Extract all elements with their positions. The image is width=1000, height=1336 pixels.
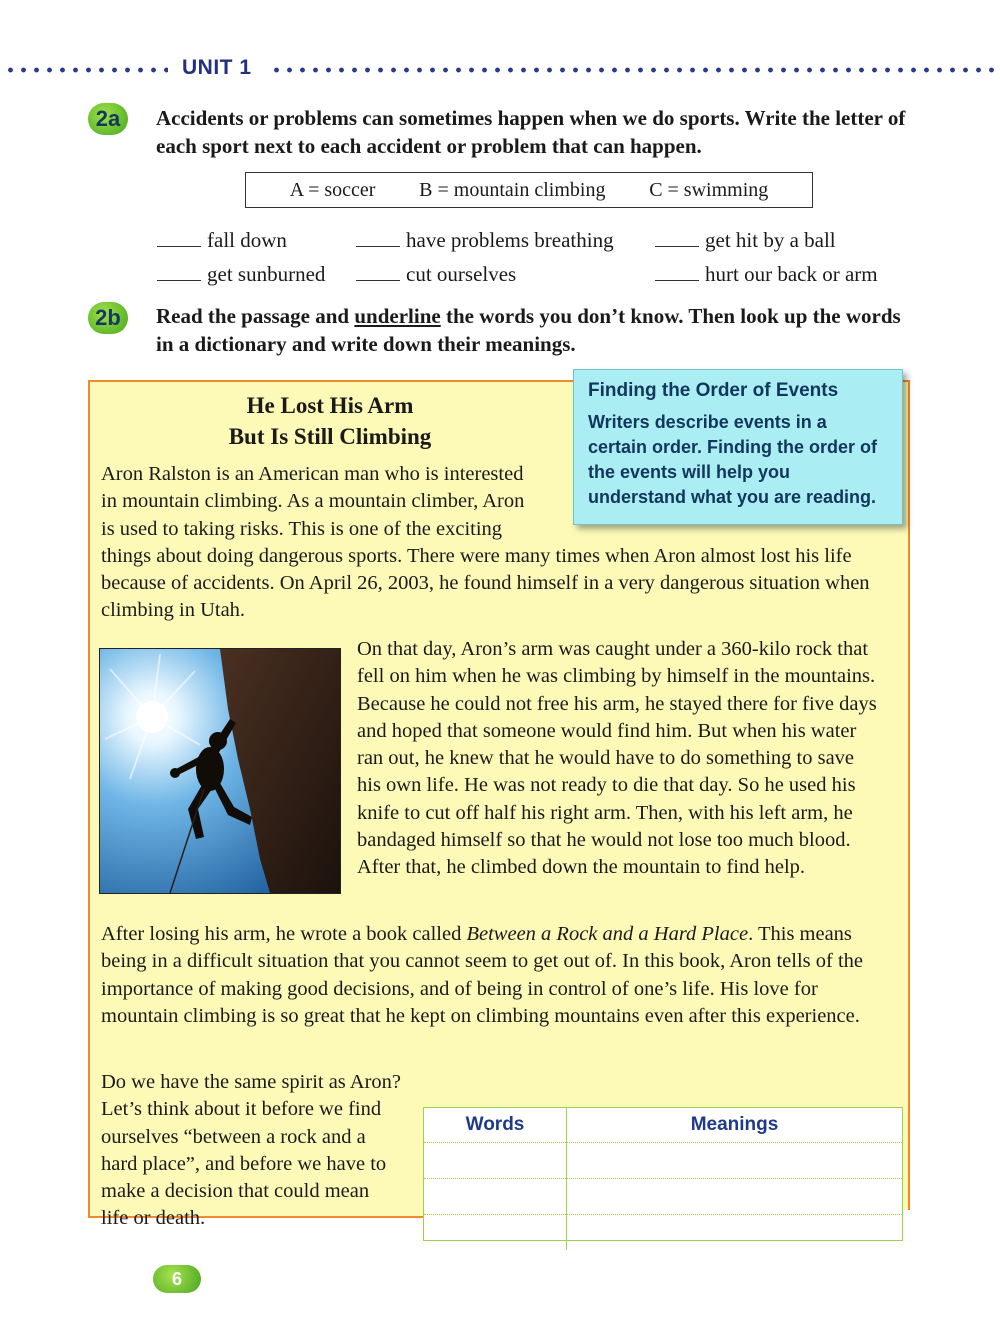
answer-blank[interactable] (356, 224, 400, 247)
story-title (140, 390, 520, 452)
answer-item[interactable] (157, 224, 287, 254)
sport-key-a: A = soccer (289, 179, 376, 201)
answer-item-label: have problems breathing (406, 228, 614, 252)
story-paragraph-1a (101, 461, 881, 625)
vocabulary-table (423, 1107, 903, 1241)
climber-photo-image (100, 649, 340, 893)
climber-photo (99, 648, 341, 894)
words-column-header: Words (424, 1108, 567, 1143)
story-paragraph-text: After losing his arm, he wrote a book called (101, 923, 467, 945)
answer-item-label: get sunburned (207, 262, 326, 286)
meaning-cell[interactable] (567, 1179, 903, 1215)
answer-blank[interactable] (655, 258, 699, 281)
word-cell[interactable] (424, 1179, 567, 1215)
header-dots-left (4, 67, 168, 73)
sport-key-c: C = swimming (649, 179, 769, 201)
story-paragraph-3 (101, 921, 881, 1030)
meaning-cell[interactable] (567, 1143, 903, 1179)
sport-letter-key (245, 172, 813, 208)
answer-item-label: cut ourselves (406, 262, 517, 286)
answer-blank[interactable] (157, 258, 201, 281)
sport-key-b: B = mountain climbing (419, 179, 606, 201)
story-title-line: He Lost His Arm (246, 393, 414, 418)
page-number: 6 (153, 1265, 201, 1293)
unit-title: UNIT 1 (182, 56, 252, 79)
answer-item[interactable] (356, 224, 614, 254)
story-paragraph-text: . This means being in a difficult situation that you cannot seem to get out of. In this book, Aron tells of the importance of making good decisions, and of being in control of one’s life. His love for mountain climbing is so great that he kept on climbing mountains even after this experience. (101, 923, 863, 1027)
table-row[interactable] (424, 1179, 902, 1215)
book-title: Between a Rock and a Hard Place (466, 923, 749, 945)
answer-item-label: fall down (207, 228, 287, 252)
word-cell[interactable] (424, 1215, 567, 1251)
exercise-2b-badge: 2b (88, 302, 128, 334)
story-title-line: But Is Still Climbing (228, 424, 432, 449)
story-paragraph-2: On that day, Aron’s arm was caught under a 360-kilo rock that fell on him when he was climbing by himself in the mountains. Because he could not free his arm, he stayed there for five days and hoped that someone would find him. But when his water ran out, he knew that he would have to do something to save his own life. He was not ready to die that day. So he used his knife to cut off half his right arm. Then, with his left arm, he bandaged himself so that he would not lose too much blood. After that, he climbed down the mountain to find help. (357, 638, 877, 879)
answer-item-label: hurt our back or arm (705, 262, 878, 286)
story-paragraph-text: Aron Ralston is an American man who is interested in mountain climbing. As a mountain climber, Aron is used to taking risks. This is one of the exciting things about doing dangerous sports. There were many times when Aron almost lost his life because of accidents. On April 26, 2003, he found himself in a very dangerous situation when climbing in Utah. (101, 463, 870, 622)
header-dots-right (270, 67, 998, 73)
answer-item-label: get hit by a ball (705, 228, 836, 252)
answer-item[interactable] (655, 258, 878, 288)
story-paragraph-4: Do we have the same spirit as Aron? Let’s think about it before we find ourselves “between a rock and a hard place”, and before we have to make a decision that could mean life or death. (101, 1069, 861, 1247)
instruction-part: Read the passage and (156, 304, 355, 328)
instruction-part: the words you don’t know. Then look up the words in a dictionary and write down their meanings. (156, 304, 901, 356)
answer-item[interactable] (157, 258, 325, 288)
tip-title: Finding the Order of Events (588, 380, 839, 401)
answer-item[interactable] (655, 224, 836, 254)
exercise-2a-badge: 2a (88, 103, 128, 135)
table-row[interactable] (424, 1215, 902, 1251)
exercise-2b-instruction (156, 302, 916, 358)
answer-blank[interactable] (356, 258, 400, 281)
table-row[interactable] (424, 1143, 902, 1179)
meaning-cell[interactable] (567, 1215, 903, 1251)
word-cell[interactable] (424, 1143, 567, 1179)
answer-item[interactable] (356, 258, 516, 288)
vocabulary-table-grid (424, 1108, 902, 1250)
answer-blank[interactable] (157, 224, 201, 247)
unit-header (0, 56, 1000, 82)
answer-blank[interactable] (655, 224, 699, 247)
meanings-column-header: Meanings (567, 1108, 903, 1143)
instruction-underline-word: underline (354, 304, 441, 328)
exercise-2a-instruction: Accidents or problems can sometimes happen when we do sports. Write the letter of each sport next to each accident or problem that can happen. (156, 106, 906, 158)
tip-body: Writers describe events in a certain order. Finding the order of the events will help you understand what you are reading. (588, 412, 878, 507)
